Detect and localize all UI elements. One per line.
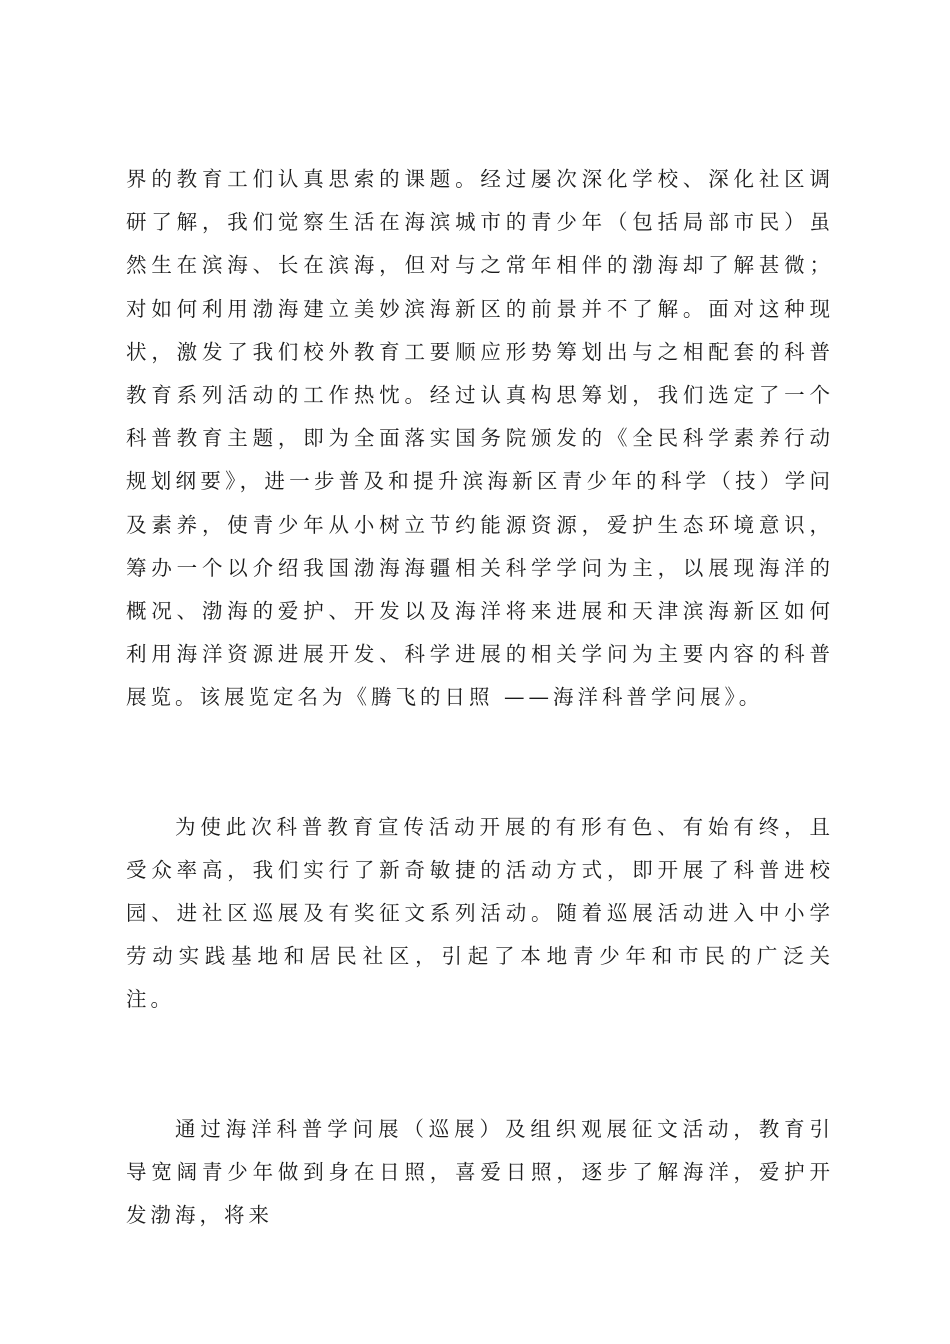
paragraph-1: 界的教育工们认真思索的课题。经过屡次深化学校、深化社区调研了解，我们觉察生活在海滨城市的青少年（包括局部市民）虽然生在滨海、长在滨海，但对与之常年相伴的渤海却了解甚微；对如何利用渤海建立美妙滨海新区的前景并不了解。面对这种现状，激发了我们校外教育工要顺应形势筹划出与之相配套的科普教育系列活动的工作热忱。经过认真构思筹划，我们选定了一个科普教育主题，即为全面落实国务院颁发的《全民科学素养行动规划纲要》，进一步普及和提升滨海新区青少年的科学（技）学问及素养，使青少年从小树立节约能源资源，爱护生态环境意识，筹办一个以介绍我国渤海海疆相关科学学问为主，以展现海洋的概况、渤海的爱护、开发以及海洋将来进展和天津滨海新区如何利用海洋资源进展开发、科学进展的相关学问为主要内容的科普展览。该展览定名为《腾飞的日照 ——海洋科普学问展》。: [126, 167, 834, 710]
paragraph-2: 为使此次科普教育宣传活动开展的有形有色、有始有终，且受众率高，我们实行了新奇敏捷的活动方式，即开展了科普进校园、进社区巡展及有奖征文系列活动。随着巡展活动进入中小学劳动实践基地和居民社区，引起了本地青少年和市民的广泛关注。: [126, 814, 834, 1012]
document-body: [126, 158, 834, 1237]
paragraph-gap: [126, 720, 834, 806]
paragraph-3: 通过海洋科普学问展（巡展）及组织观展征文活动，教育引导宽阔青少年做到身在日照，喜爱日照，逐步了解海洋，爱护开发渤海，将来: [126, 1116, 834, 1228]
paragraph-gap: [126, 1022, 834, 1108]
